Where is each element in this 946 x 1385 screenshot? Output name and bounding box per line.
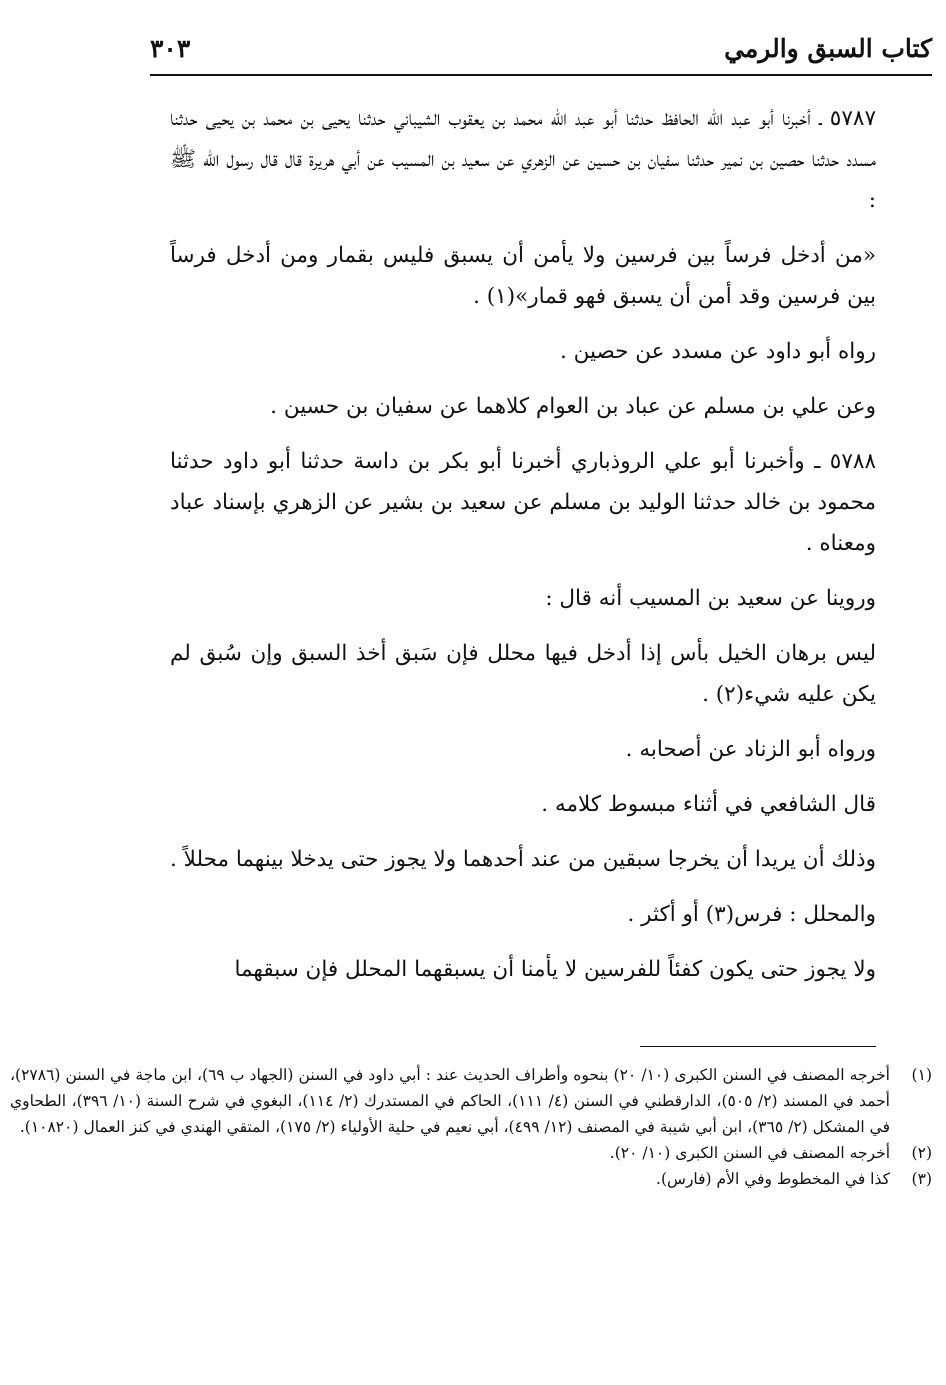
footnote-number: (٣) [911,1170,932,1188]
explanation-continued: ولا يجوز حتى يكون كفئاً للفرسين لا يأمنا أن يسبقهما المحلل فإن سبقهما [234,957,876,982]
footnotes [10,1062,932,1192]
footnote-3 [10,1166,932,1192]
footnote-number: (٢) [911,1144,932,1162]
explanation: وذلك أن يريدا أن يخرجا سبقين من عند أحدهما ولا يجوز حتى يدخلا بينهما محللاً . [169,847,876,872]
footnote-text: أخرجه المصنف في السنن الكبرى (١٠/ ٢٠). [609,1144,890,1162]
main-text [170,98,876,1004]
narration-note: قال الشافعي في أثناء مبسوط كلامه . [541,792,876,817]
hadith-text-quote: «من أدخل فرساً بين فرسين ولا يأمن أن يسبق فليس بقمار ومن أدخل فرساً بين فرسين وقد أمن أن يسبق فهو قمار»(١) . [170,243,876,309]
footnote-number: (١) [911,1066,932,1084]
narration-note: وعن علي بن مسلم عن عباد بن العوام كلاهما عن سفيان بن حسين . [270,394,876,419]
footnote-text: كذا في المخطوط وفي الأم (فارس). [656,1170,890,1188]
page-number: ٣٠٣ [150,34,191,63]
header-rule [150,74,932,76]
hadith-5787: ٥٧٨٧ ـ أخبرنا أبو عبد الله الحافظ حدثنا أبو عبد الله محمد بن يعقوب الشيباني حدثنا يحيى بن محمد بن يحيى حدثنا مسدد حدثنا حصين بن نمير حدثنا سفيان بن حسين عن الزهري عن سعيد بن المسيب عن أبي هريرة قال قال رسول الله ﷺ : [170,106,876,213]
narration-note: رواه أبو داود عن مسدد عن حصين . [560,339,876,364]
hadith-5788: ٥٧٨٨ ـ وأخبرنا أبو علي الروذباري أخبرنا أبو بكر بن داسة حدثنا أبو داود حدثنا محمود بن خالد حدثنا الوليد بن مسلم عن سعيد بن بشير عن الزهري بإسناد عباد ومعناه . [170,449,876,556]
definition: والمحلل : فرس(٣) أو أكثر . [627,902,876,927]
running-title: كتاب السبق والرمي [724,34,932,63]
page-header [150,30,932,70]
footnote-1 [10,1062,932,1140]
footnote-2 [10,1140,932,1166]
quote-said: ليس برهان الخيل بأس إذا أدخل فيها محلل فإن سَبق أخذ السبق وإن سُبق لم يكن عليه شيء(٢) . [170,641,876,707]
footnote-text: أخرجه المصنف في السنن الكبرى (١٠/ ٢٠) بنحوه وأطراف الحديث عند : أبي داود في السنن (الجهاد ب ٦٩)، ابن ماجة في السنن (٢٧٨٦)، أحمد في المسند (٢/ ٥٠٥)، الدارقطني في السنن (٤/ ١١١)، الحاكم في المستدرك (٢/ ١١٤)، البغوي في شرح السنة (١٠/ ٣٩٦)، الطحاوي في المشكل (٢/ ٣٦٥)، ابن أبي شيبة في المصنف (١٢/ ٤٩٩)، أبي نعيم في حلية الأولياء (٢/ ١٧٥)، المتقي الهندي في كنز العمال (١٠٨٢٠). [10,1066,890,1136]
narration-note: ورواه أبو الزناد عن أصحابه . [625,737,876,762]
footnote-rule [640,1046,876,1047]
narration-note: وروينا عن سعيد بن المسيب أنه قال : [545,586,876,611]
